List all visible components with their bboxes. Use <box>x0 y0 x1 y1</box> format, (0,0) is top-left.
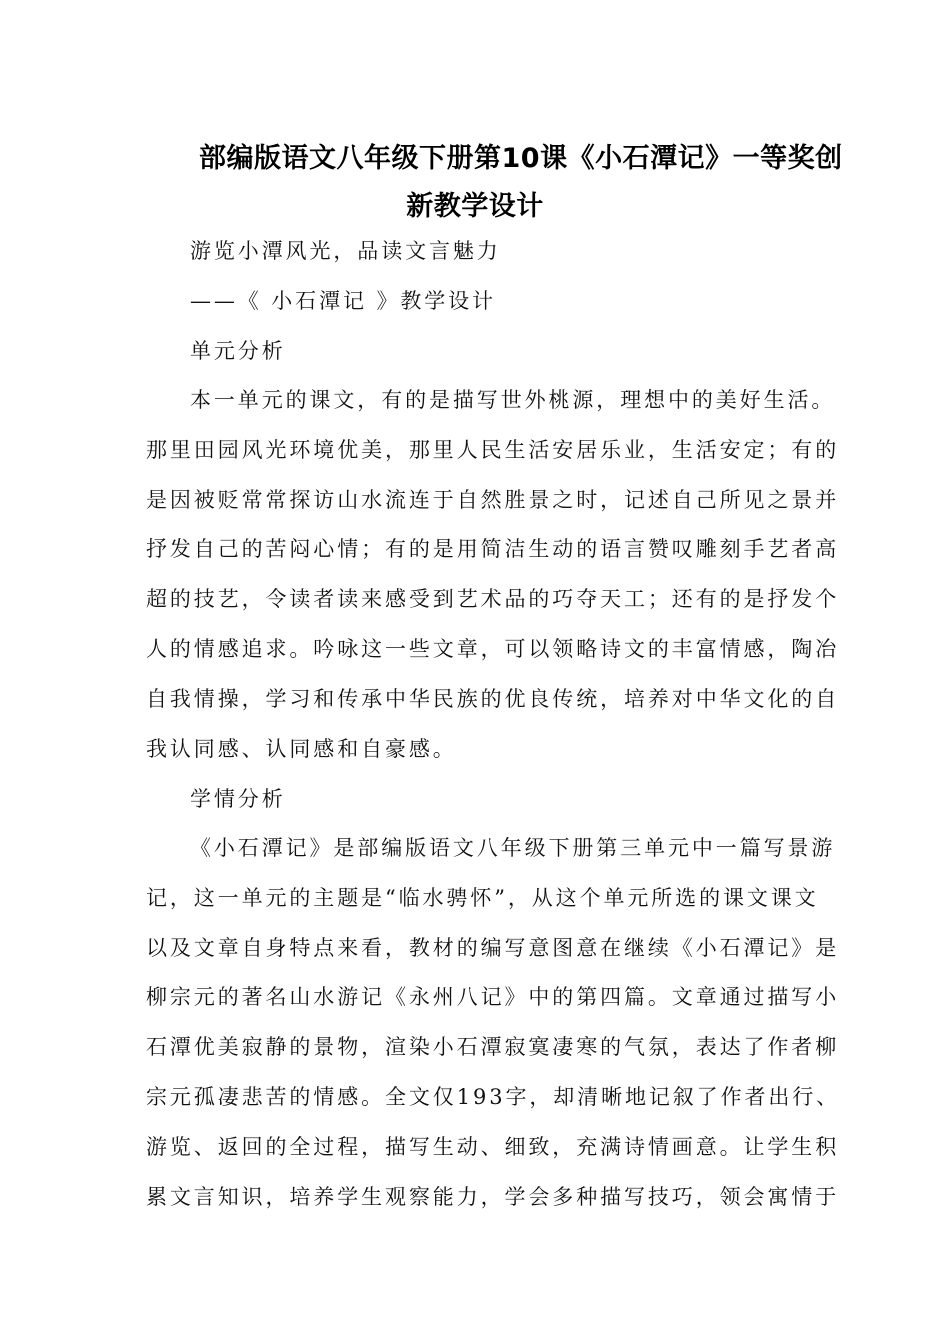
paragraph-line: 是因被贬常常探访山水流连于自然胜景之时，记述自己所见之景并 <box>146 488 840 512</box>
paragraph-line: 人的情感追求。吟咏这一些文章，可以领略诗文的丰富情感，陶冶 <box>146 637 840 661</box>
paragraph-line: 《小石潭记》是部编版语文八年级下册第三单元中一篇写景游 <box>190 836 836 860</box>
paragraph-line: 那里田园风光环境优美，那里人民生活安居乐业，生活安定；有的 <box>146 438 840 462</box>
paragraph-line: 记，这一单元的主题是“临水骋怀”，从这个单元所选的课文课文 <box>146 886 819 910</box>
paragraph-line: 宗元孤凄悲苦的情感。全文仅193字，却清晰地记叙了作者出行、 <box>146 1085 841 1109</box>
document-title-line-2: 新教学设计 <box>406 191 544 222</box>
paragraph-line: 自我情操，学习和传承中华民族的优良传统，培养对中华文化的自 <box>146 687 840 711</box>
section-heading-unit-analysis: 单元分析 <box>190 339 286 363</box>
subtitle-1: 游览小潭风光，品读文言魅力 <box>190 239 501 263</box>
document-title-line-1: 部编版语文八年级下册第10课《小石潭记》一等奖创 <box>199 143 843 174</box>
paragraph-line: 累文言知识，培养学生观察能力，学会多种描写技巧，领会寓情于 <box>146 1185 840 1209</box>
paragraph-line: 本一单元的课文，有的是描写世外桃源，理想中的美好生活。 <box>190 388 836 412</box>
paragraph-line: 柳宗元的著名山水游记《永州八记》中的第四篇。文章通过描写小 <box>146 985 840 1009</box>
subtitle-2: ——《 小石潭记 》教学设计 <box>190 289 496 313</box>
paragraph-line: 超的技艺，令读者读来感受到艺术品的巧夺天工；还有的是抒发个 <box>146 587 840 611</box>
section-heading-student-analysis: 学情分析 <box>190 787 286 811</box>
paragraph-line: 石潭优美寂静的景物，渲染小石潭寂寞凄寒的气氛，表达了作者柳 <box>146 1035 840 1059</box>
paragraph-line: 以及文章自身特点来看，教材的编写意图意在继续《小石潭记》是 <box>146 936 840 960</box>
paragraph-line: 抒发自己的苦闷心情；有的是用简洁生动的语言赞叹雕刻手艺者高 <box>146 537 840 561</box>
paragraph-line: 游览、返回的全过程，描写生动、细致，充满诗情画意。让学生积 <box>146 1135 840 1159</box>
paragraph-line: 我认同感、认同感和自豪感。 <box>146 737 457 761</box>
